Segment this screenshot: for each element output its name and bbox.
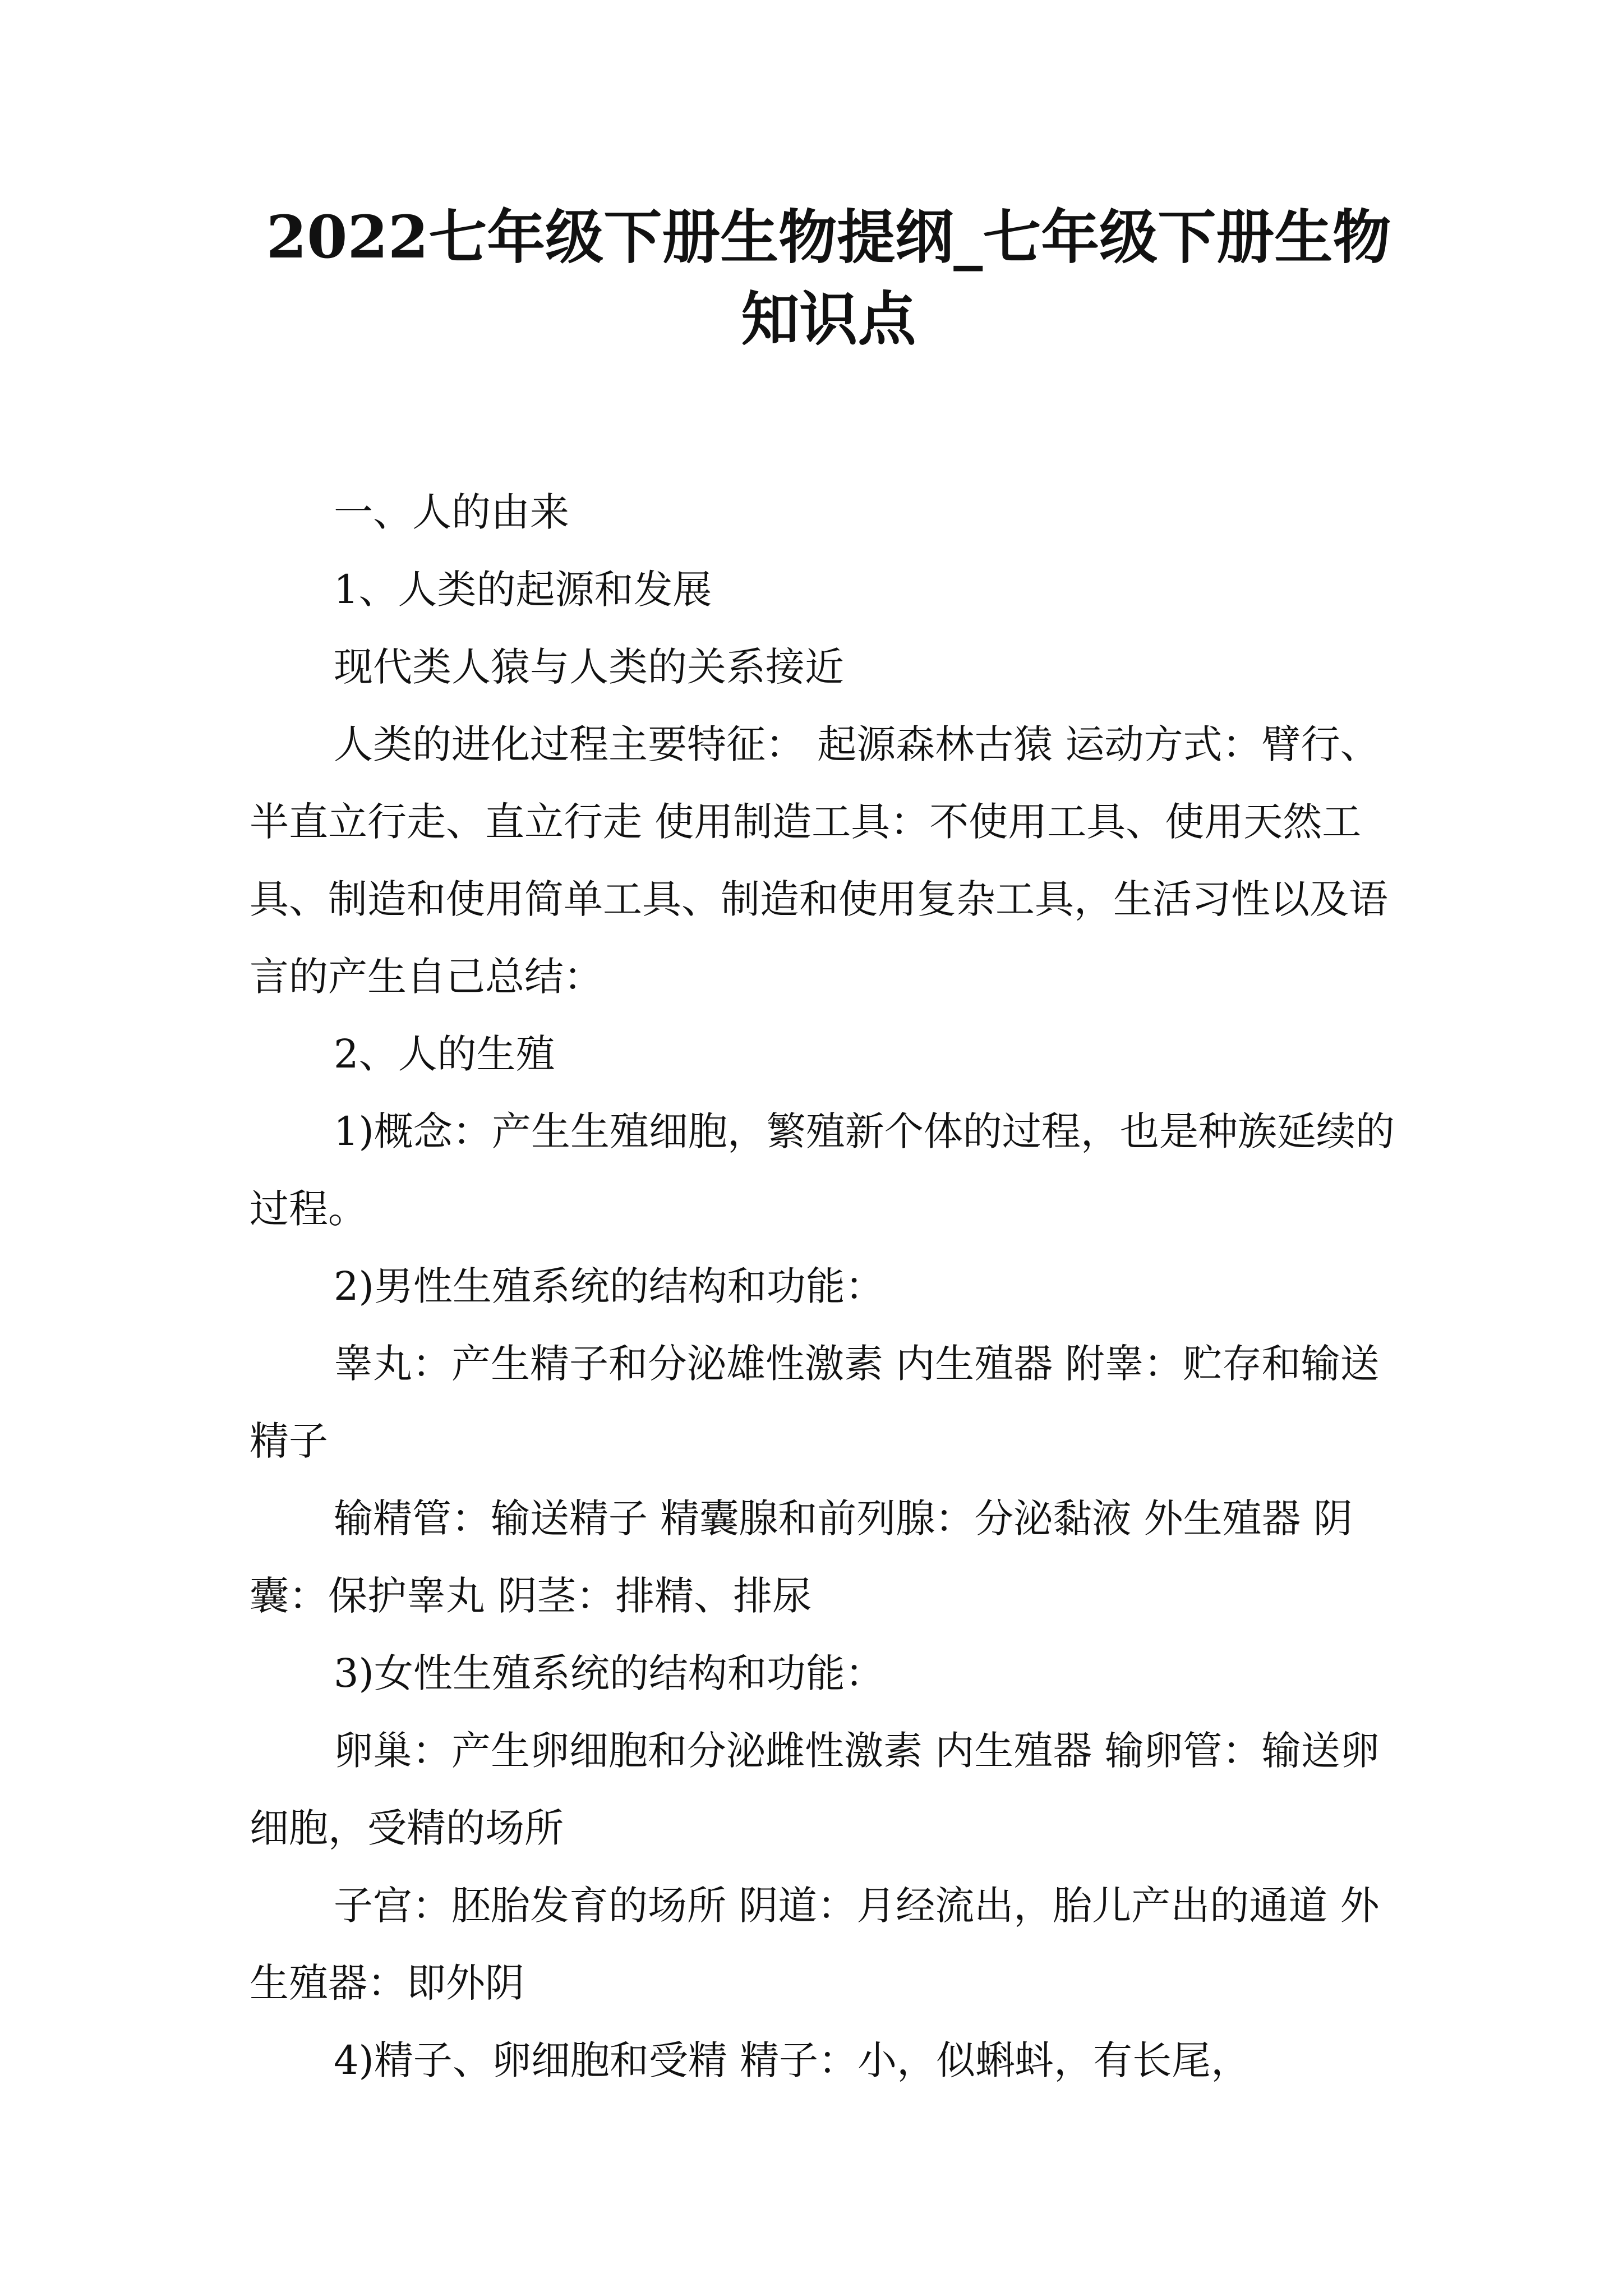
paragraph: 4)精子、卵细胞和受精 精子：小，似蝌蚪，有长尾， [334, 2037, 1251, 2083]
paragraph: 睾丸：产生精子和分泌雄性激素 内生殖器 附睾：贮存和输送精子 [250, 1341, 1380, 1464]
document-body [250, 473, 1410, 2099]
document-title: 2022七年级下册生物提纲_七年级下册生物知识点 [266, 203, 1391, 353]
paragraph: 输精管：输送精子 精囊腺和前列腺：分泌黏液 外生殖器 阴囊：保护睾丸 阴茎：排精、排尿 [250, 1496, 1353, 1619]
subsection-heading-origin-development: 1、人类的起源和发展 [334, 567, 712, 613]
paragraph: 人类的进化过程主要特征： 起源森林古猿 运动方式：臂行、半直立行走、直立行走 使用制造工具：不使用工具、使用天然工具、制造和使用简单工具、制造和使用复杂工具，生活习性以及语言的产生自己总结： [250, 721, 1388, 1000]
paragraph: 子宫：胚胎发育的场所 阴道：月经流出，胎儿产出的通道 外生殖器：即外阴 [250, 1883, 1380, 2006]
section-heading-human-origin: 一、人的由来 [334, 489, 569, 535]
paragraph: 卵巢：产生卵细胞和分泌雌性激素 内生殖器 输卵管：输送卵细胞，受精的场所 [250, 1728, 1380, 1851]
subsection-heading-reproduction: 2、人的生殖 [334, 1031, 555, 1077]
paragraph: 现代类人猿与人类的关系接近 [334, 644, 844, 690]
paragraph: 1)概念：产生生殖细胞，繁殖新个体的过程，也是种族延续的过程。 [250, 1108, 1395, 1232]
paragraph: 2)男性生殖系统的结构和功能： [334, 1263, 884, 1309]
paragraph: 3)女性生殖系统的结构和功能： [334, 1650, 884, 1696]
